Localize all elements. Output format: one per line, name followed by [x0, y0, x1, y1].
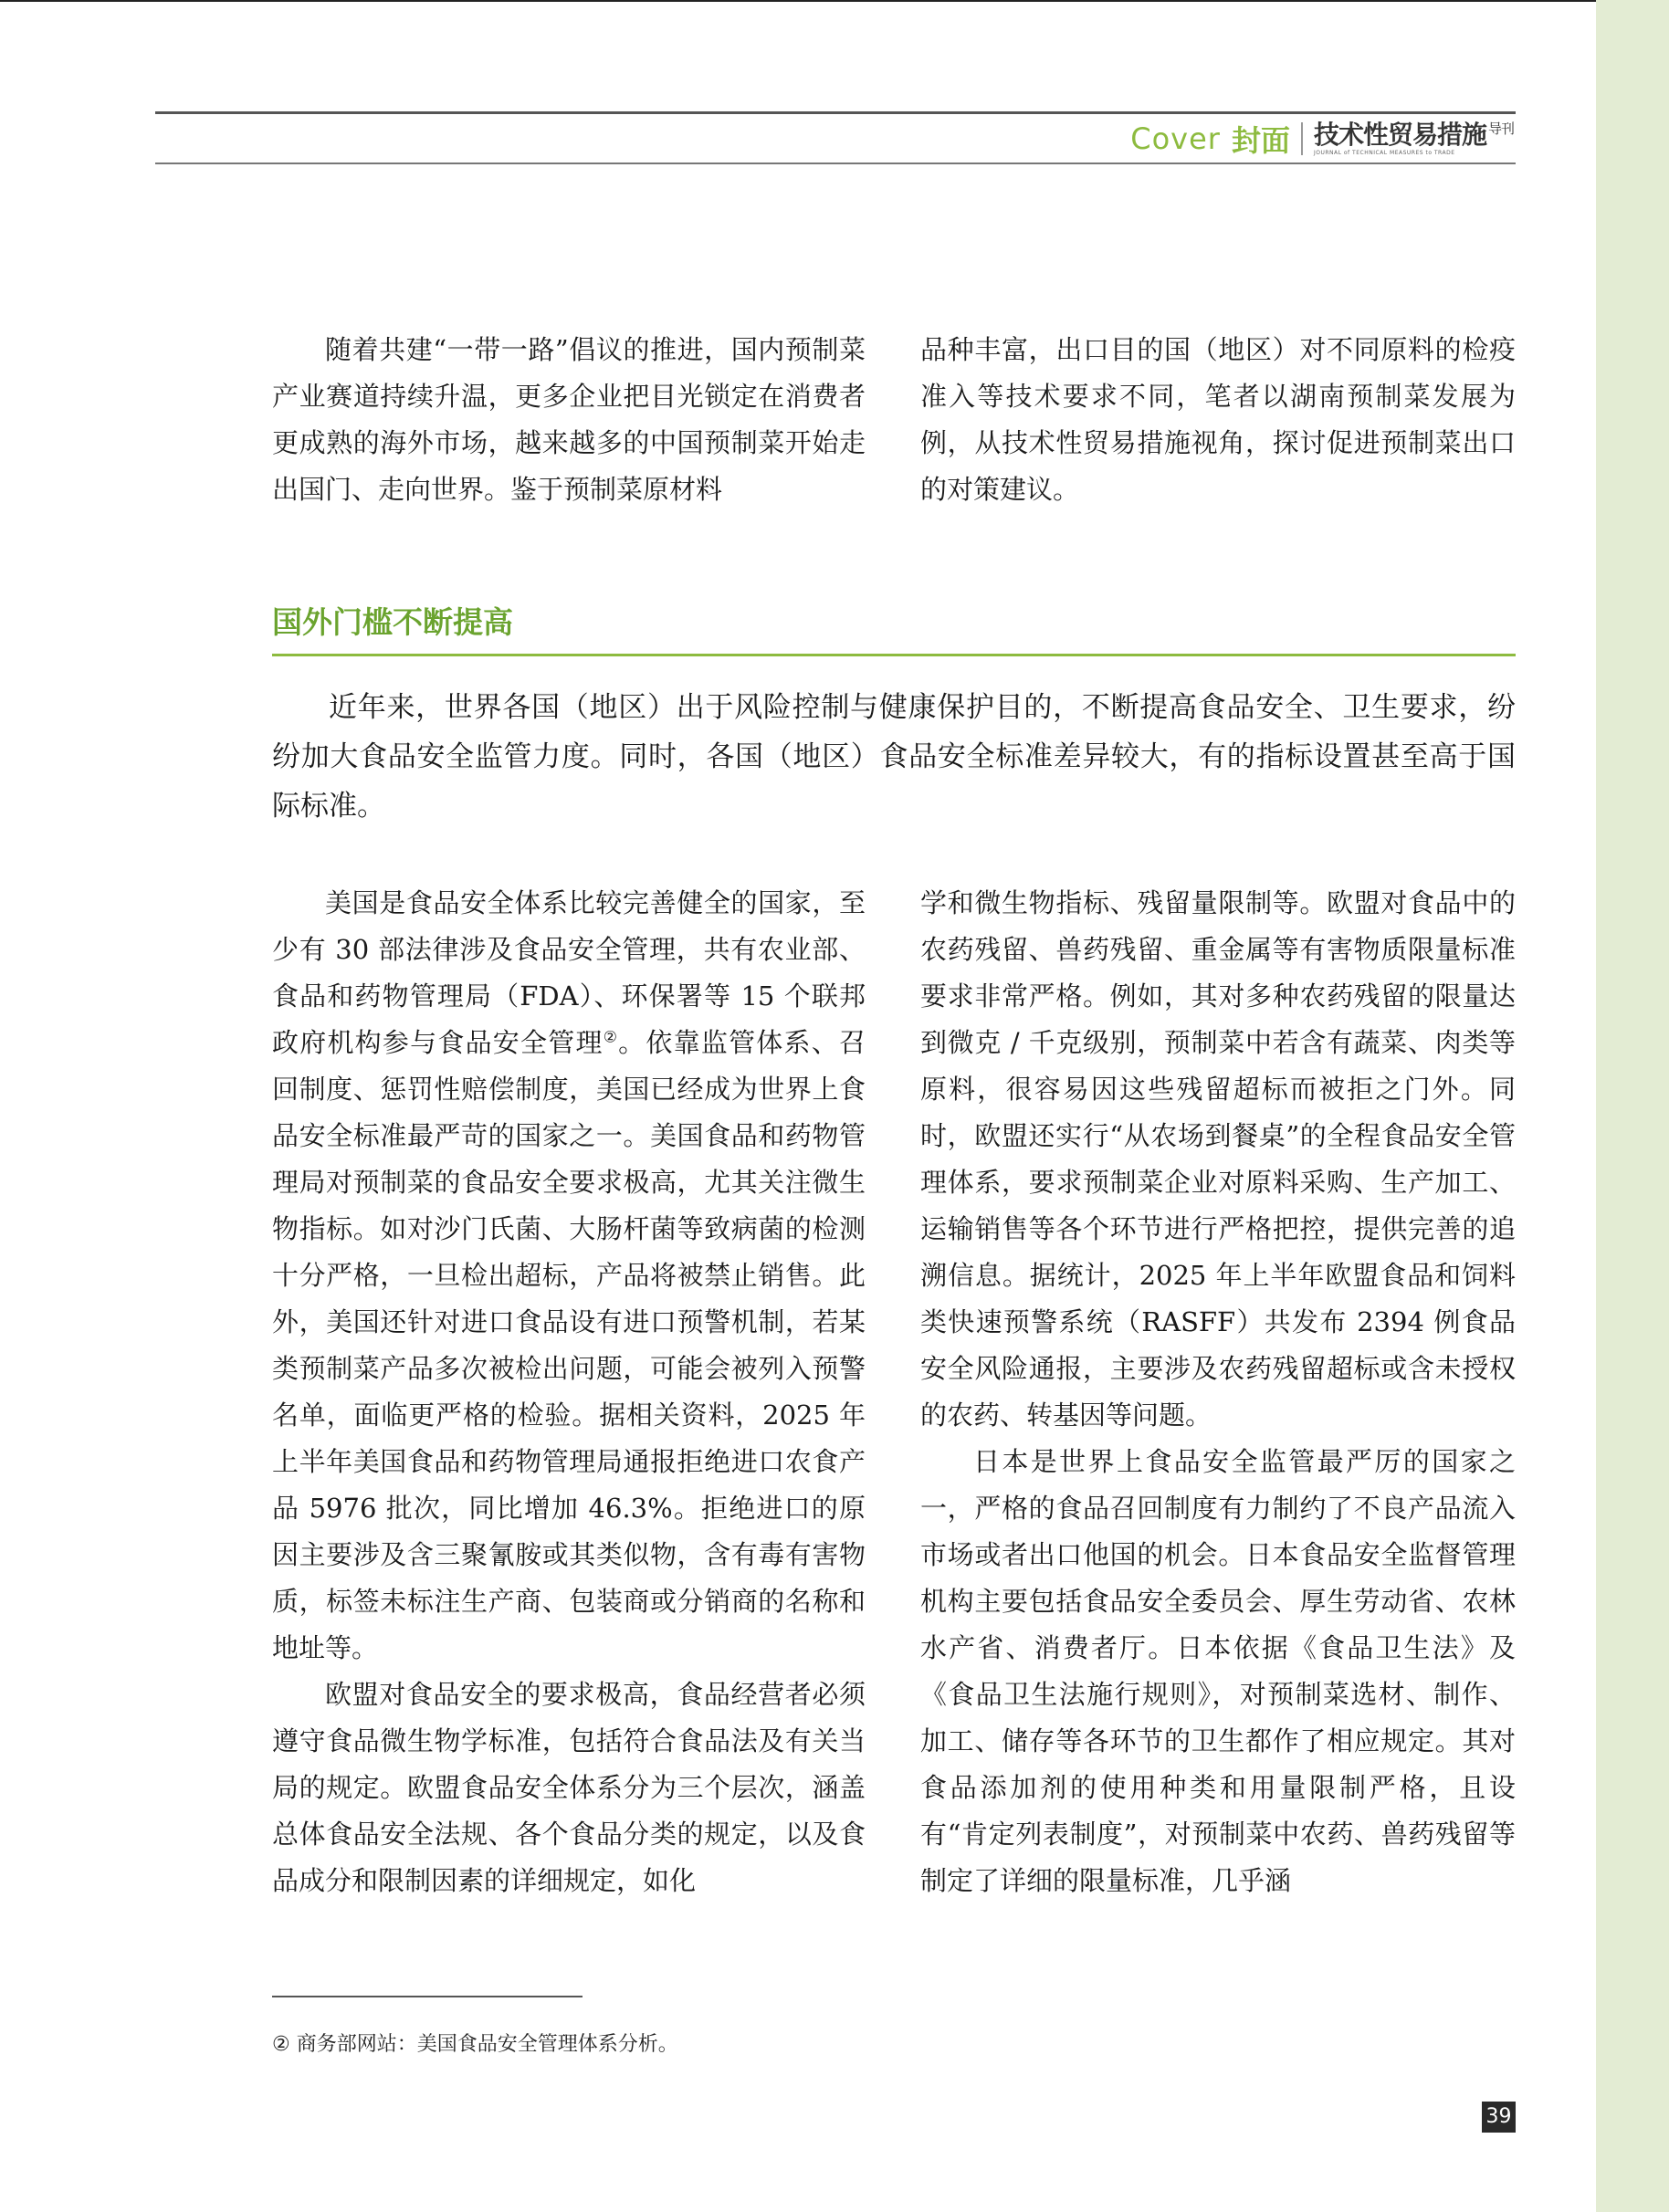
- journal-name-en: JOURNAL of TECHNICAL MEASURES to TRADE: [1313, 149, 1455, 156]
- section-lead-paragraph: 近年来，世界各国（地区）出于风险控制与健康保护目的，不断提高食品安全、卫生要求，纷纷加大食品安全监管力度。同时，各国（地区）食品安全标准差异较大，有的指标设置甚至高于国际标准。: [272, 691, 1516, 823]
- body-paragraph-japan: 日本是世界上食品安全监管最严厉的国家之一，严格的食品召回制度有力制约了不良产品流入市场或者出口他国的机会。日本食品安全监督管理机构主要包括食品安全委员会、厚生劳动省、农林水产省、消费者厅。日本依据《食品卫生法》及《食品卫生法施行规则》，对预制菜选材、制作、加工、储存等各环节的卫生都作了相应规定。其对食品添加剂的使用种类和用量限制严格，且设有“肯定列表制度”，对预制菜中农药、兽药残留等制定了详细的限量标准，几乎涵: [920, 1446, 1516, 1896]
- intro-left-column: [272, 327, 866, 513]
- header-divider: [1301, 122, 1303, 155]
- page-number: 39: [1482, 2102, 1516, 2133]
- intro-paragraph-right: 品种丰富，出口目的国（地区）对不同原料的检疫准入等技术要求不同，笔者以湖南预制菜发展为例，从技术性贸易措施视角，探讨促进预制菜出口的对策建议。: [920, 334, 1516, 505]
- header-rule-top: [155, 111, 1516, 114]
- journal-name: 技术性贸易措施: [1313, 119, 1486, 150]
- body-paragraph-eu-continued: 学和微生物指标、残留量限制等。欧盟对食品中的农药残留、兽药残留、重金属等有害物质限量标准要求非常严格。例如，其对多种农药残留的限量达到微克 / 千克级别，预制菜中若含有蔬菜、肉类等原料，很容易因这些残留超标而被拒之门外。同时，欧盟还实行“从农场到餐桌”的全程食品安全管理体系，要求预制菜企业对原料采购、生产加工、运输销售等各个环节进行严格把控，提供完善的追溯信息。据统计，2025 年上半年欧盟食品和饲料类快速预警系统（RASFF）共发布 2394 例食品安全风险通报，主要涉及农药残留超标或含未授权的农药、转基因等问题。: [920, 887, 1516, 1431]
- footnote-rule: [272, 1996, 583, 1997]
- footnote-reference[interactable]: ②: [603, 1028, 619, 1047]
- section-label-en: Cover: [1130, 121, 1221, 156]
- journal-logo: [1313, 119, 1514, 156]
- top-border: [0, 0, 1596, 2]
- body-left-column: [272, 880, 866, 1904]
- header-rule-bottom: [155, 162, 1516, 164]
- section-heading: 国外门槛不断提高: [272, 604, 513, 640]
- journal-suffix: 导刊: [1487, 120, 1514, 137]
- body-right-column: [920, 880, 1516, 1904]
- intro-right-column: [920, 327, 1516, 513]
- section-label-zh: 封面: [1231, 123, 1290, 158]
- intro-paragraph-left: 随着共建“一带一路”倡议的推进，国内预制菜产业赛道持续升温，更多企业把目光锁定在消费者更成熟的海外市场，越来越多的中国预制菜开始走出国门、走向世界。鉴于预制菜原材料: [272, 334, 866, 505]
- body-paragraph-eu: 欧盟对食品安全的要求极高，食品经营者必须遵守食品微生物学标准，包括符合食品法及有关当局的规定。欧盟食品安全体系分为三个层次，涵盖总体食品安全法规、各个食品分类的规定，以及食品成分和限制因素的详细规定，如化: [272, 1679, 866, 1896]
- side-color-band: [1596, 0, 1669, 2212]
- running-header: [1130, 117, 1514, 161]
- body-paragraph-usa: 美国是食品安全体系比较完善健全的国家，至少有 30 部法律涉及食品安全管理，共有农业部、食品和药物管理局（FDA）、环保署等 15 个联邦政府机构参与食品安全管理②。依靠监管体系、召回制度、惩罚性赔偿制度，美国已经成为世界上食品安全标准最严苛的国家之一。美国食品和药物管理局对预制菜的食品安全要求极高，尤其关注微生物指标。如对沙门氏菌、大肠杆菌等致病菌的检测十分严格，一旦检出超标，产品将被禁止销售。此外，美国还针对进口食品设有进口预警机制，若某类预制菜产品多次被检出问题，可能会被列入预警名单，面临更严格的检验。据相关资料，2025 年上半年美国食品和药物管理局通报拒绝进口农食产品 5976 批次，同比增加 46.3%。拒绝进口的原因主要涉及含三聚氰胺或其类似物，含有毒有害物质，标签未标注生产商、包装商或分销商的名称和地址等。: [272, 887, 866, 1663]
- footnote: ② 商务部网站：美国食品安全管理体系分析。: [272, 2033, 678, 2056]
- section-heading-rule: [272, 654, 1516, 656]
